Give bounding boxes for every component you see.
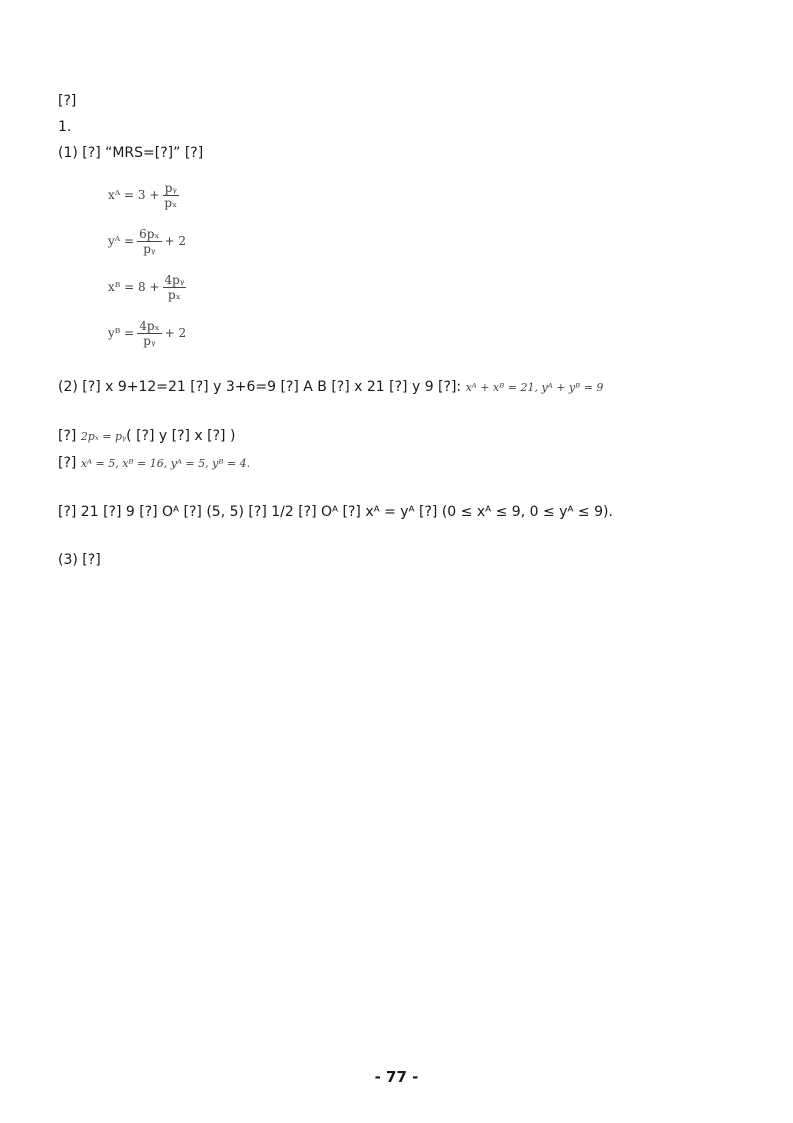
paragraph-2: [58, 374, 748, 401]
equation-xa: [108, 172, 748, 218]
paragraph-3-line-2: [58, 450, 748, 477]
paragraph-1: [58, 140, 748, 166]
numerator: 4pₓ: [139, 318, 160, 333]
paragraph-3-line-1: [58, 423, 748, 450]
p3-math-2: xᴬ = 5, xᴮ = 16, yᴬ = 5, yᴮ = 4.: [80, 457, 251, 470]
header: [?]: [58, 93, 77, 109]
numerator: 6pₓ: [139, 226, 160, 241]
p2-label: (2): [58, 379, 78, 395]
equation-yb: [108, 310, 748, 356]
denominator: pᵧ: [143, 333, 156, 348]
eq-lhs: xᴮ = 8 +: [108, 280, 160, 294]
paragraph-4: [58, 499, 748, 525]
fraction: [163, 273, 187, 302]
p2-math: xᴬ + xᴮ = 21, yᴬ + yᴮ = 9: [465, 381, 604, 394]
eq-tail: + 2: [164, 234, 187, 248]
question-number: 1.: [58, 119, 72, 135]
p1-label: (1): [58, 145, 78, 161]
p3-text-1b: ( [?] y [?] x [?] ): [126, 428, 236, 444]
p5-text: [?]: [82, 552, 101, 568]
eq-lhs: xᴬ = 3 +: [108, 188, 160, 202]
eq-lhs: yᴬ =: [108, 234, 135, 248]
denominator: pₓ: [164, 195, 178, 210]
numerator: 4pᵧ: [164, 272, 185, 287]
p3-text-1: [?]: [58, 428, 77, 444]
equation-ya: [108, 218, 748, 264]
fraction: [137, 319, 161, 348]
denominator: pₓ: [168, 287, 181, 302]
document-body: [58, 88, 748, 573]
eq-tail: + 2: [164, 326, 187, 340]
numerator: pᵧ: [164, 180, 177, 195]
p5-label: (3): [58, 552, 78, 568]
fraction: [137, 227, 161, 256]
p4-text: [?] 21 [?] 9 [?] Oᴬ [?] (5, 5) [?] 1/2 [?] Oᴬ [?] xᴬ = yᴬ [?] (0 ≤ xᴬ ≤ 9, 0 ≤ yᴬ ≤ 9).: [58, 504, 613, 520]
fraction: [162, 181, 179, 210]
p1-text: [?] “MRS=[?]” [?]: [82, 145, 204, 161]
equation-xb: [108, 264, 748, 310]
p3-text-2: [?]: [58, 455, 77, 471]
paragraph-5: [58, 547, 748, 573]
page-number: - 77 -: [374, 1068, 419, 1086]
denominator: pᵧ: [143, 241, 156, 256]
demand-equations: [108, 172, 748, 356]
eq-lhs: yᴮ =: [108, 326, 135, 340]
p2-text: [?] x 9+12=21 [?] y 3+6=9 [?] A B [?] x 21 [?] y 9 [?]:: [82, 379, 462, 395]
p3-math-1: 2pₓ = pᵧ: [80, 430, 127, 443]
